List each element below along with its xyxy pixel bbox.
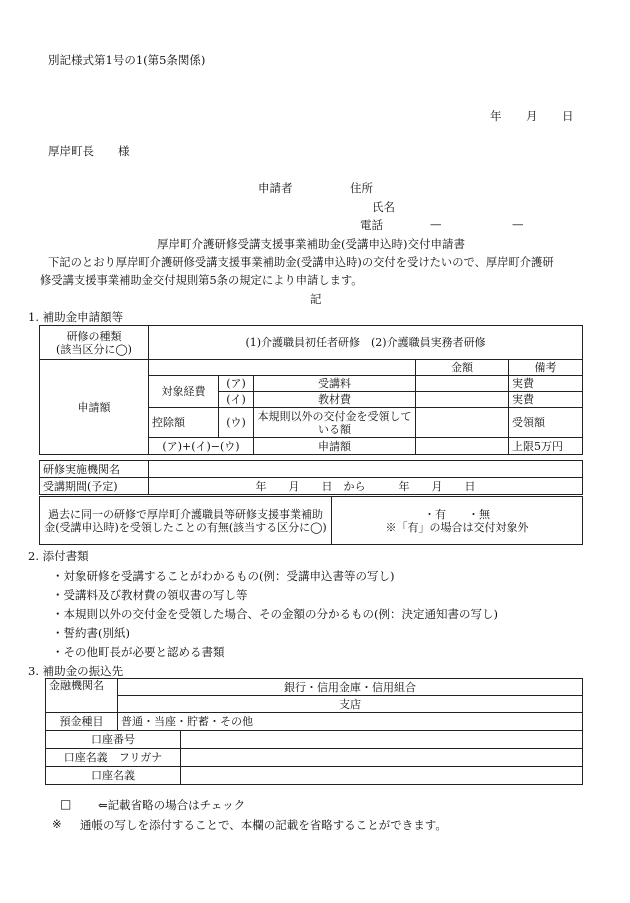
past-options[interactable]: ・有 ・無 [424,507,490,521]
date-day: 日 [562,109,574,123]
item-other-grant: 本規則以外の交付金を受領している額 [254,408,416,438]
account-number-label: 口座番号 [46,731,181,749]
attachment-item: ・誓約書(別紙) [52,626,130,640]
omit-checkbox[interactable]: □ [60,797,72,811]
mark-b: (イ) [219,392,254,408]
institution-label: 研修実施機関名 [40,461,149,478]
footnote-mark: ※ [52,817,62,831]
account-name-label: 口座名義 [46,767,181,785]
note-other-grant: 受領額 [509,408,583,438]
amount-other-grant[interactable] [416,408,509,438]
addressee-honorific: 様 [118,144,130,158]
past-note: ※「有」の場合は交付対象外 [385,520,529,534]
mark-a: (ア) [219,376,254,392]
note-tuition: 実費 [509,376,583,392]
applicant-name-label: 氏名 [372,200,395,214]
bank-name-label: 金融機関名 [46,679,118,713]
institution-value[interactable] [149,461,583,478]
limit-note: 上限5万円 [509,438,583,455]
account-types[interactable]: 普通・当座・貯蓄・その他 [118,713,583,731]
attachment-item: ・その他町長が必要と認める書類 [52,645,225,659]
account-number-value[interactable] [181,731,583,749]
date-year: 年 [490,109,502,123]
deduction-label: 控除額 [149,408,219,438]
amount-materials[interactable] [416,392,509,408]
past-receipt-options[interactable] [332,497,583,545]
applicant-address-label: 住所 [350,181,373,195]
account-type-label: 預金種目 [46,713,118,731]
section-1-heading: 1. 補助金申請額等 [28,310,124,324]
item-tuition: 受講料 [254,376,416,392]
amount-header: 金額 [416,360,509,376]
attachment-item: ・本規則以外の交付金を受領した場合、その金額の分かるもの(例：決定通知書の写し) [52,607,498,621]
attachment-item: ・受講料及び教材費の領収書の写し等 [52,588,248,602]
training-type-options[interactable]: (1)介護職員初任者研修 (2)介護職員実務者研修 [149,326,583,360]
training-info-table [39,460,583,495]
period-label: 受講期間(予定) [40,478,149,495]
account-name-value[interactable] [181,767,583,785]
target-expense-label: 対象経費 [149,376,219,408]
ki-label: 記 [310,292,322,306]
form-id: 別記様式第1号の1(第5条関係) [48,53,206,67]
document-title: 厚岸町介護研修受講支援事業補助金(受講申込時)交付申請書 [157,237,465,251]
past-receipt-label: 過去に同一の研修で厚岸町介護職員等研修支援事業補助金(受講申込時)を受領したことの有無(該当する区分に◯) [40,497,332,545]
intro-line-2: 修受講支援事業補助金交付規則第5条の規定により申請します。 [40,274,363,287]
omit-checkbox-note: ⇐記載省略の場合はチェック [98,798,246,812]
application-table [39,325,583,455]
past-receipt-table [39,496,583,545]
bank-types[interactable]: 銀行・信用金庫・信用組合 [118,679,583,696]
date-month: 月 [526,109,538,123]
phone-dash-2: — [512,217,524,231]
apply-amount-row-label: 申請額 [254,438,416,455]
item-materials: 教材費 [254,392,416,408]
note-materials: 実費 [509,392,583,408]
footnote-text: 通帳の写しを添付することで、本欄の記載を省略することができます。 [80,818,447,832]
section-3-heading: 3. 補助金の振込先 [28,664,124,678]
section-2-heading: 2. 添付書類 [28,549,89,563]
period-value[interactable]: 年 月 日 から 年 月 日 [149,478,583,495]
branch-label[interactable]: 支店 [118,696,583,713]
training-type-label: 研修の種類 (該当区分に◯) [40,326,149,360]
apply-amount-value[interactable] [416,438,509,455]
amount-tuition[interactable] [416,376,509,392]
note-header: 備考 [509,360,583,376]
mark-c: (ウ) [219,408,254,438]
bank-table [45,678,583,785]
intro-line-1: 下記のとおり厚岸町介護研修受講支援事業補助金(受講申込時)の交付を受けたいので、厚岸町介護研 [48,256,554,269]
applicant-phone-label: 電話 [360,218,383,232]
attachment-item: ・対象研修を受講することがわかるもの(例：受講申込書等の写し) [52,569,395,583]
account-name-kana-label: 口座名義 フリガナ [46,749,181,767]
formula-label: (ア)+(イ)−(ウ) [149,438,254,455]
apply-amount-label: 申請額 [40,360,149,455]
phone-dash-1: — [430,217,442,231]
addressee-name: 厚岸町長 [48,144,94,158]
account-name-kana-value[interactable] [181,749,583,767]
applicant-label: 申請者 [258,181,293,195]
